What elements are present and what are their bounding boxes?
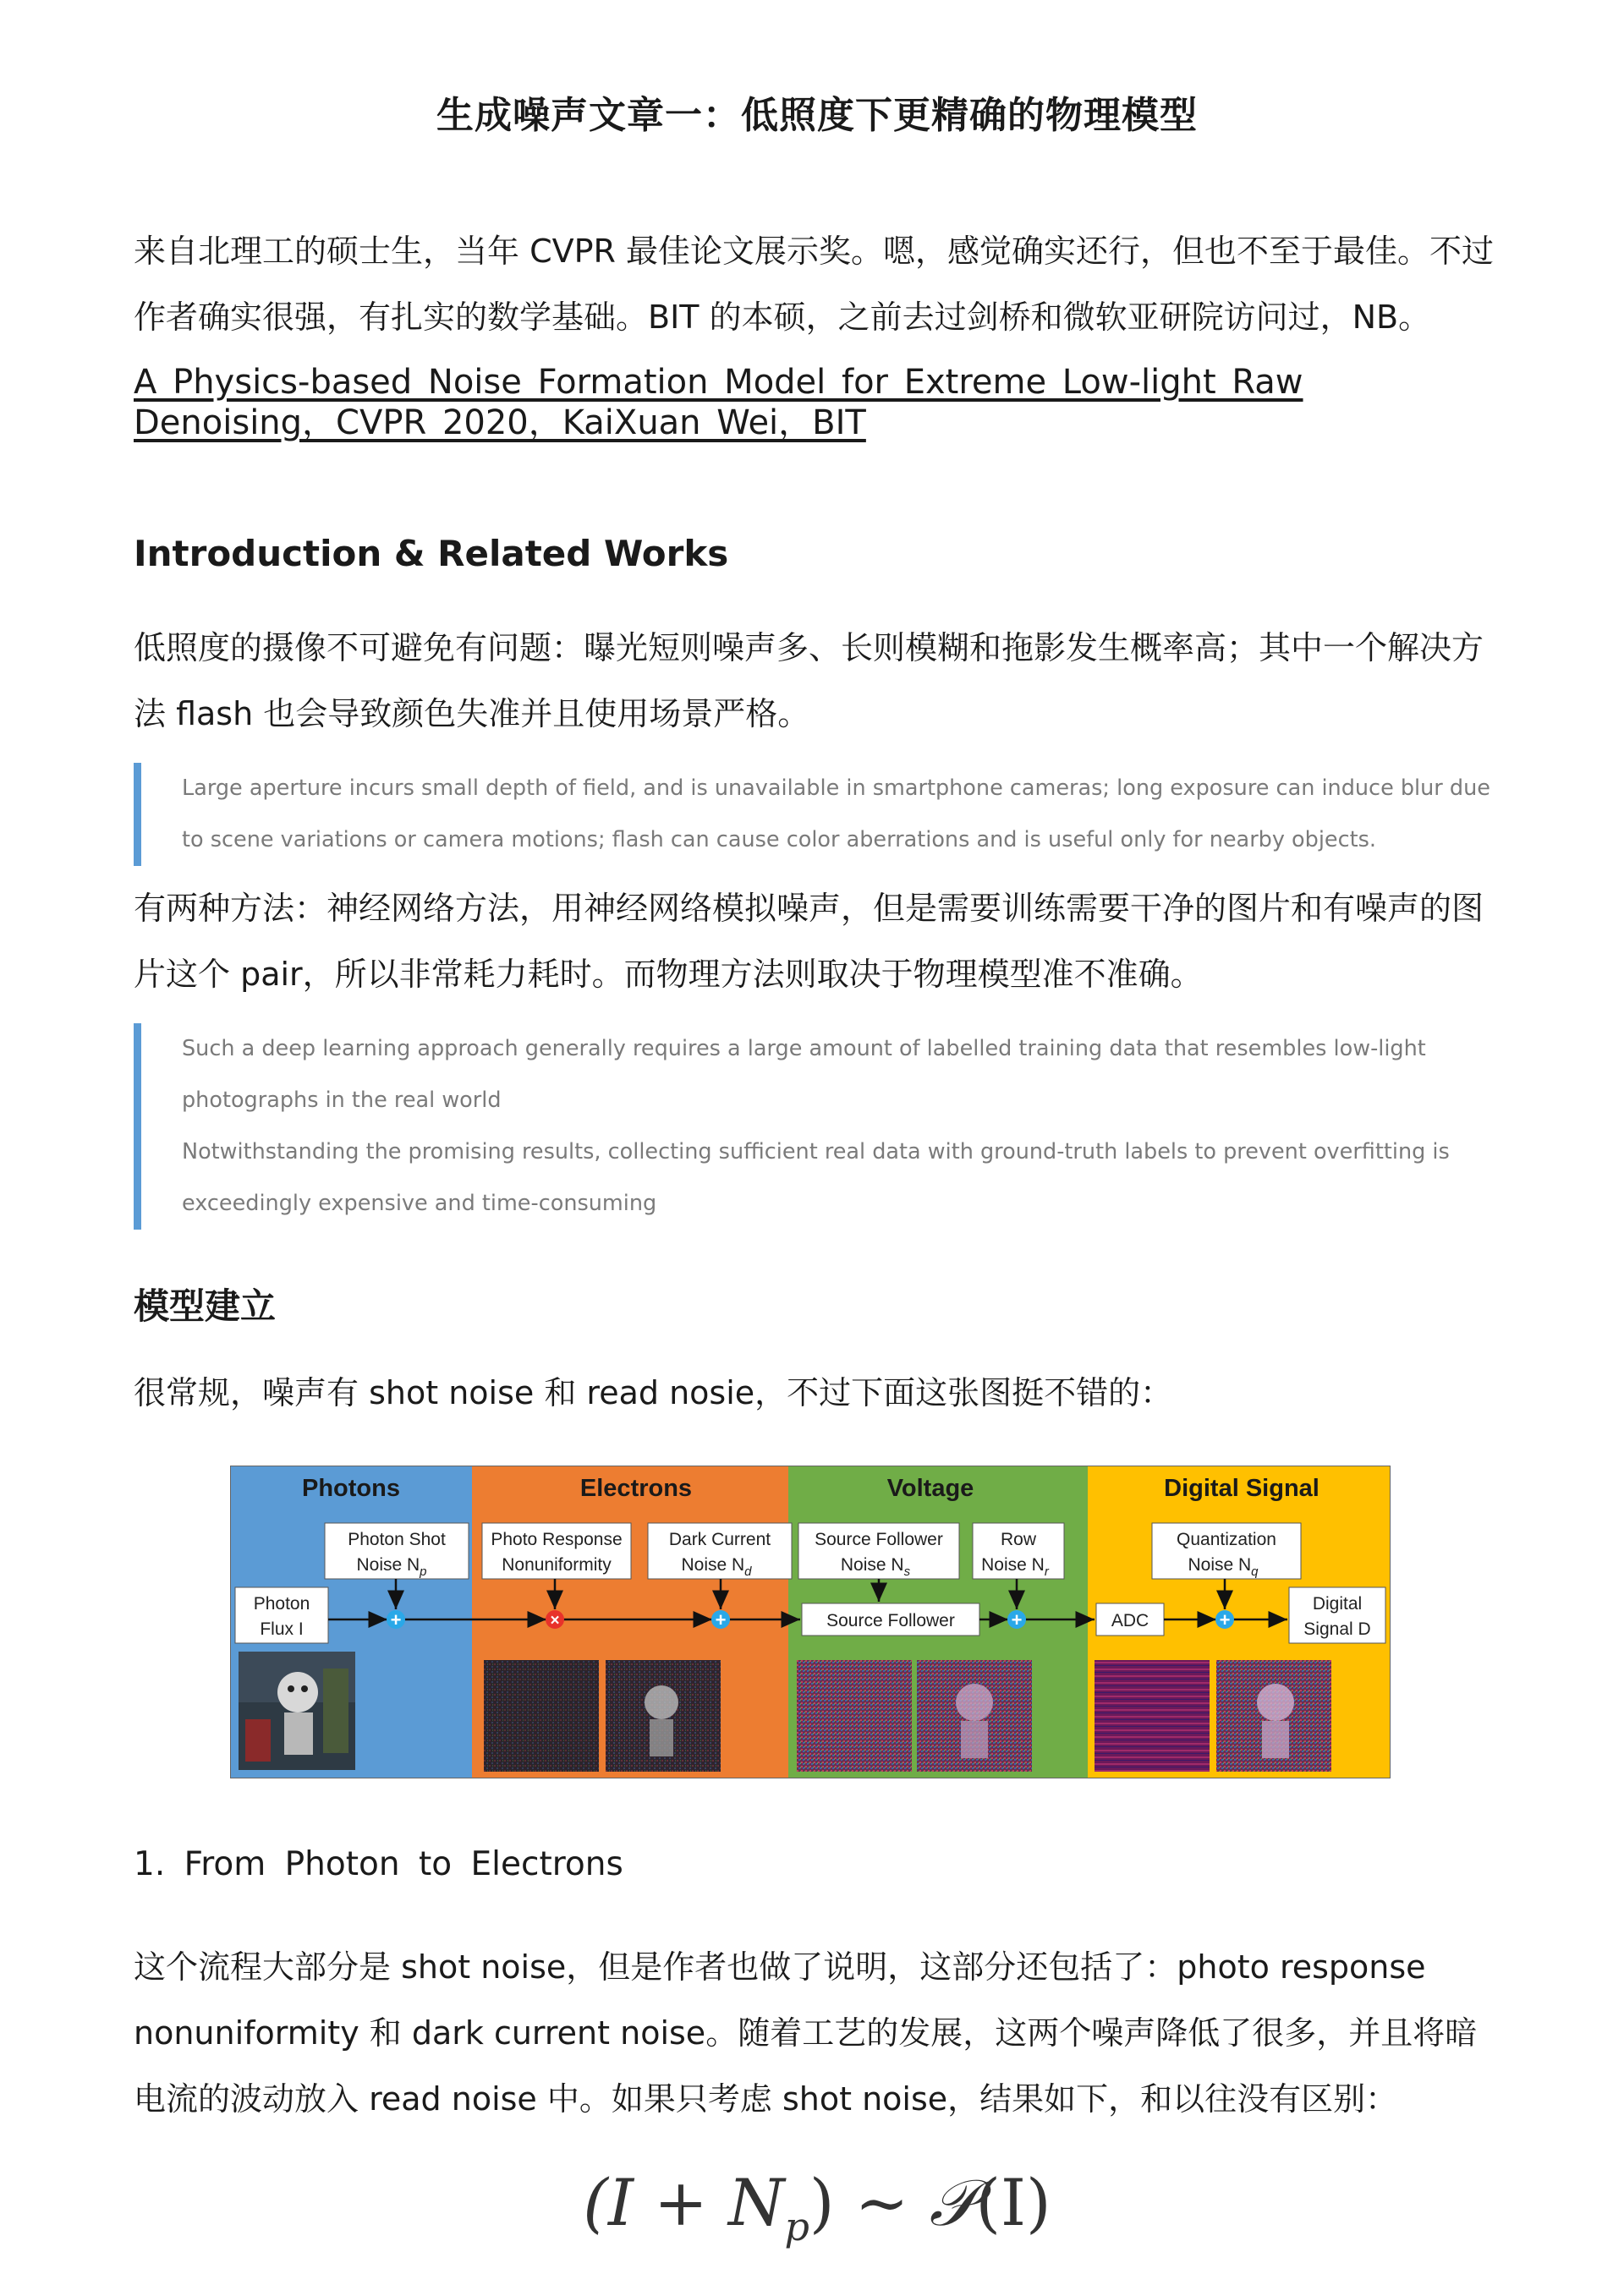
formula-distribution: 𝒫 xyxy=(929,2165,976,2240)
photo-row-noise-image xyxy=(1095,1660,1210,1772)
methods-paragraph: 有两种方法：神经网络方法，用神经网络模拟噪声，但是需要训练需要干净的图片和有噪声的图片这个 pair，所以非常耗力耗时。而物理方法则取决于物理模型准不准确。 xyxy=(134,890,1484,993)
svg-text:Noise Nd: Noise $N_d$ xyxy=(681,1555,752,1579)
row-noise-box xyxy=(973,1523,1064,1579)
svg-text:+: + xyxy=(1219,1609,1231,1630)
svg-text:Dark Current: Dark Current xyxy=(668,1530,771,1549)
shot-noise-formula xyxy=(134,2165,1501,2249)
formula-argument: (I) xyxy=(975,2165,1051,2240)
svg-text:Noise Nq: Noise $N_q$ xyxy=(1188,1555,1259,1579)
photo-noise-image-1 xyxy=(797,1660,912,1772)
photo-dark-image-1 xyxy=(484,1660,599,1772)
photo-response-box xyxy=(482,1523,631,1579)
shot-noise-paragraph: 这个流程大部分是 shot noise，但是作者也做了说明，这部分还包括了：photo response nonuniformity 和 dark current noise。随着工艺的发展，这两个噪声降低了很多，并且将暗电流的波动放入 read noise 中。如果只考虑 shot noise，结果如下，和以往没有区别： xyxy=(134,1948,1478,2118)
noise-pipeline-figure xyxy=(230,1466,1391,1778)
source-follower-box xyxy=(802,1603,979,1636)
svg-text:Nonuniformity: Nonuniformity xyxy=(502,1555,612,1575)
svg-text:Source Follower: Source Follower xyxy=(815,1530,943,1549)
source-follower-noise-box xyxy=(798,1523,959,1579)
photon-flux-box xyxy=(235,1587,328,1643)
photo-noise-image-2 xyxy=(917,1660,1032,1772)
section-title-photons: Photons xyxy=(302,1475,400,1502)
adc-box xyxy=(1096,1603,1164,1636)
svg-text:Photon Shot: Photon Shot xyxy=(348,1530,446,1549)
formula-lhs: (I + N xyxy=(583,2165,785,2240)
photo-dark-image-2 xyxy=(606,1660,721,1772)
svg-text:+: + xyxy=(1011,1609,1023,1630)
svg-text:Flux I: Flux I xyxy=(260,1619,304,1639)
model-paragraph: 很常规，噪声有 shot noise 和 read nosie，不过下面这张图挺不错的： xyxy=(134,1374,1173,1411)
blockquote-2 xyxy=(134,1023,1501,1230)
svg-text:+: + xyxy=(390,1609,402,1630)
svg-text:Noise Np: Noise $N_p$ xyxy=(356,1555,427,1579)
photo-clean-image xyxy=(239,1652,355,1770)
intro-paragraph: 来自北理工的硕士生，当年 CVPR 最佳论文展示奖。嗯，感觉确实还行，但也不至于最佳。不过作者确实很强，有扎实的数学基础。BIT 的本硕，之前去过剑桥和微软亚研院访问过，NB。 xyxy=(134,233,1495,336)
svg-text:+: + xyxy=(715,1609,727,1630)
svg-text:Signal D: Signal D xyxy=(1303,1619,1371,1639)
section-title-electrons: Electrons xyxy=(579,1475,693,1502)
svg-text:ADC: ADC xyxy=(1111,1611,1149,1630)
formula-relation: ) ∼ xyxy=(809,2165,930,2240)
digital-signal-box xyxy=(1289,1587,1385,1643)
section-title-voltage: Voltage xyxy=(886,1475,974,1502)
section-heading-model: 模型建立 xyxy=(134,1285,277,1327)
photon-shot-noise-box xyxy=(325,1523,469,1579)
svg-text:Photo Response: Photo Response xyxy=(491,1530,623,1549)
svg-text:Digital: Digital xyxy=(1312,1594,1363,1614)
svg-text:Noise Nr: Noise $N_r$ xyxy=(981,1555,1049,1579)
blockquote-1-text: Large aperture incurs small depth of field, and is unavailable in smartphone cameras; long exposure can induce blur due to scene variations or camera motions; flash can cause color aberrations and is useful only for nearby objects. xyxy=(182,775,1490,852)
svg-text:×: × xyxy=(550,1612,560,1630)
list-item-1: 1. From Photon to Electrons xyxy=(134,1845,623,1883)
page-title: 生成噪声文章一：低照度下更精确的物理模型 xyxy=(436,94,1198,137)
svg-text:Quantization: Quantization xyxy=(1177,1530,1276,1549)
svg-text:Row: Row xyxy=(1000,1530,1037,1549)
svg-text:Photon: Photon xyxy=(253,1594,310,1614)
blockquote-2-line-1: Such a deep learning approach generally requires a large amount of labelled training data that resembles low-light photographs in the real world xyxy=(182,1036,1426,1113)
dark-current-noise-box xyxy=(648,1523,792,1579)
photo-final-image xyxy=(1216,1660,1331,1772)
blockquote-1 xyxy=(134,763,1501,866)
noise-pipeline-diagram xyxy=(230,1466,1391,1778)
svg-text:Noise Ns: Noise $N_s$ xyxy=(840,1555,911,1579)
section-heading-introduction: Introduction & Related Works xyxy=(134,533,729,574)
blockquote-2-line-2: Notwithstanding the promising results, collecting sufficient real data with ground-truth labels to prevent overfitting is exceedingly expensive and time-consuming xyxy=(182,1139,1450,1216)
formula-subscript: p xyxy=(784,2204,809,2249)
section-title-digital: Digital Signal xyxy=(1164,1475,1320,1502)
intro-section-paragraph: 低照度的摄像不可避免有问题：曝光短则噪声多、长则模糊和拖影发生概率高；其中一个解决方法 flash 也会导致颜色失准并且使用场景严格。 xyxy=(134,629,1484,732)
svg-text:Source Follower: Source Follower xyxy=(826,1611,955,1630)
quantization-noise-box xyxy=(1152,1523,1301,1579)
paper-reference-link[interactable]: A Physics-based Noise Formation Model for Extreme Low-light Raw Denoising，CVPR 2020，KaiXuan Wei，BIT xyxy=(134,363,1303,442)
